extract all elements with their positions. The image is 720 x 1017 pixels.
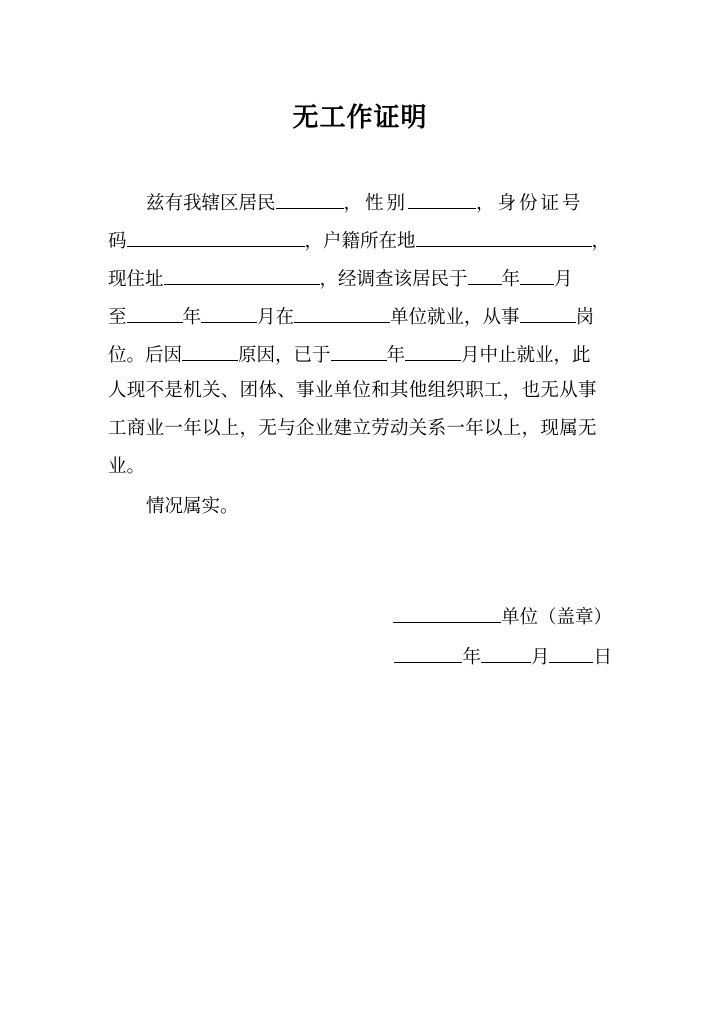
signature-unit-line	[393, 597, 612, 633]
stop-month-blank[interactable]	[405, 335, 461, 361]
sign-year-blank[interactable]	[394, 637, 462, 663]
text-post: 岗	[575, 307, 595, 328]
text-comma: ，	[591, 231, 611, 252]
paragraph-line-5	[108, 335, 612, 371]
paragraph-line-6: 人现不是机关、团体、事业单位和其他组织职工，也无从事	[108, 380, 597, 401]
text-year: 年	[182, 307, 202, 328]
reason-blank[interactable]	[182, 335, 238, 361]
paragraph-line-7: 工商业一年以上，无与企业建立劳动关系一年以上，现属无	[108, 418, 597, 439]
text-current-address: 现住址	[108, 269, 164, 290]
paragraph-line-9	[108, 489, 612, 525]
employer-blank[interactable]	[294, 297, 390, 323]
document-title: 无工作证明	[292, 103, 428, 133]
sign-day-label: 日	[593, 647, 612, 668]
text-facts-confirmed: 情况属实。	[146, 496, 239, 517]
start-year-blank[interactable]	[468, 259, 502, 285]
paragraph-line-2	[108, 221, 612, 257]
text-stop: 月中止就业，此	[461, 345, 591, 366]
text-reason: 原因，已于	[238, 345, 331, 366]
sign-day-blank[interactable]	[549, 637, 593, 663]
text-month-at: 月在	[257, 307, 295, 328]
paragraph-line-3	[108, 259, 612, 295]
text-to: 至	[108, 307, 127, 328]
end-month-blank[interactable]	[201, 297, 257, 323]
text-investigation: ，经调查该居民于	[319, 269, 468, 290]
text-year: 年	[386, 345, 406, 366]
sign-month-blank[interactable]	[481, 637, 531, 663]
paragraph-line-1	[108, 183, 612, 219]
current-address-blank[interactable]	[164, 259, 320, 285]
id-number-blank[interactable]	[127, 221, 305, 247]
household-address-blank[interactable]	[416, 221, 592, 247]
text-household: ，户籍所在地	[304, 231, 416, 252]
stop-year-blank[interactable]	[331, 335, 387, 361]
unit-stamp-label: 单位（盖章）	[500, 607, 612, 628]
signature-date-line	[394, 637, 612, 673]
paragraph-line-4	[108, 297, 612, 333]
sign-year-label: 年	[462, 647, 481, 668]
sign-month-label: 月	[530, 647, 550, 668]
text-code: 码	[108, 231, 127, 252]
position-blank[interactable]	[520, 297, 576, 323]
end-year-blank[interactable]	[127, 297, 183, 323]
unit-name-blank[interactable]	[393, 597, 501, 623]
text-gender: ，性别	[343, 193, 409, 214]
text-employed: 单位就业，从事	[390, 307, 520, 328]
gender-blank[interactable]	[408, 183, 476, 209]
text-id-number: ，身份证号	[476, 193, 584, 214]
resident-name-blank[interactable]	[276, 183, 344, 209]
start-month-blank[interactable]	[520, 259, 554, 285]
paragraph-line-8: 业。	[108, 456, 146, 477]
text-month: 月	[554, 269, 573, 290]
text-year: 年	[501, 269, 521, 290]
text-resident-intro: 兹有我辖区居民	[146, 193, 276, 214]
text-reason-intro: 位。后因	[108, 345, 183, 366]
